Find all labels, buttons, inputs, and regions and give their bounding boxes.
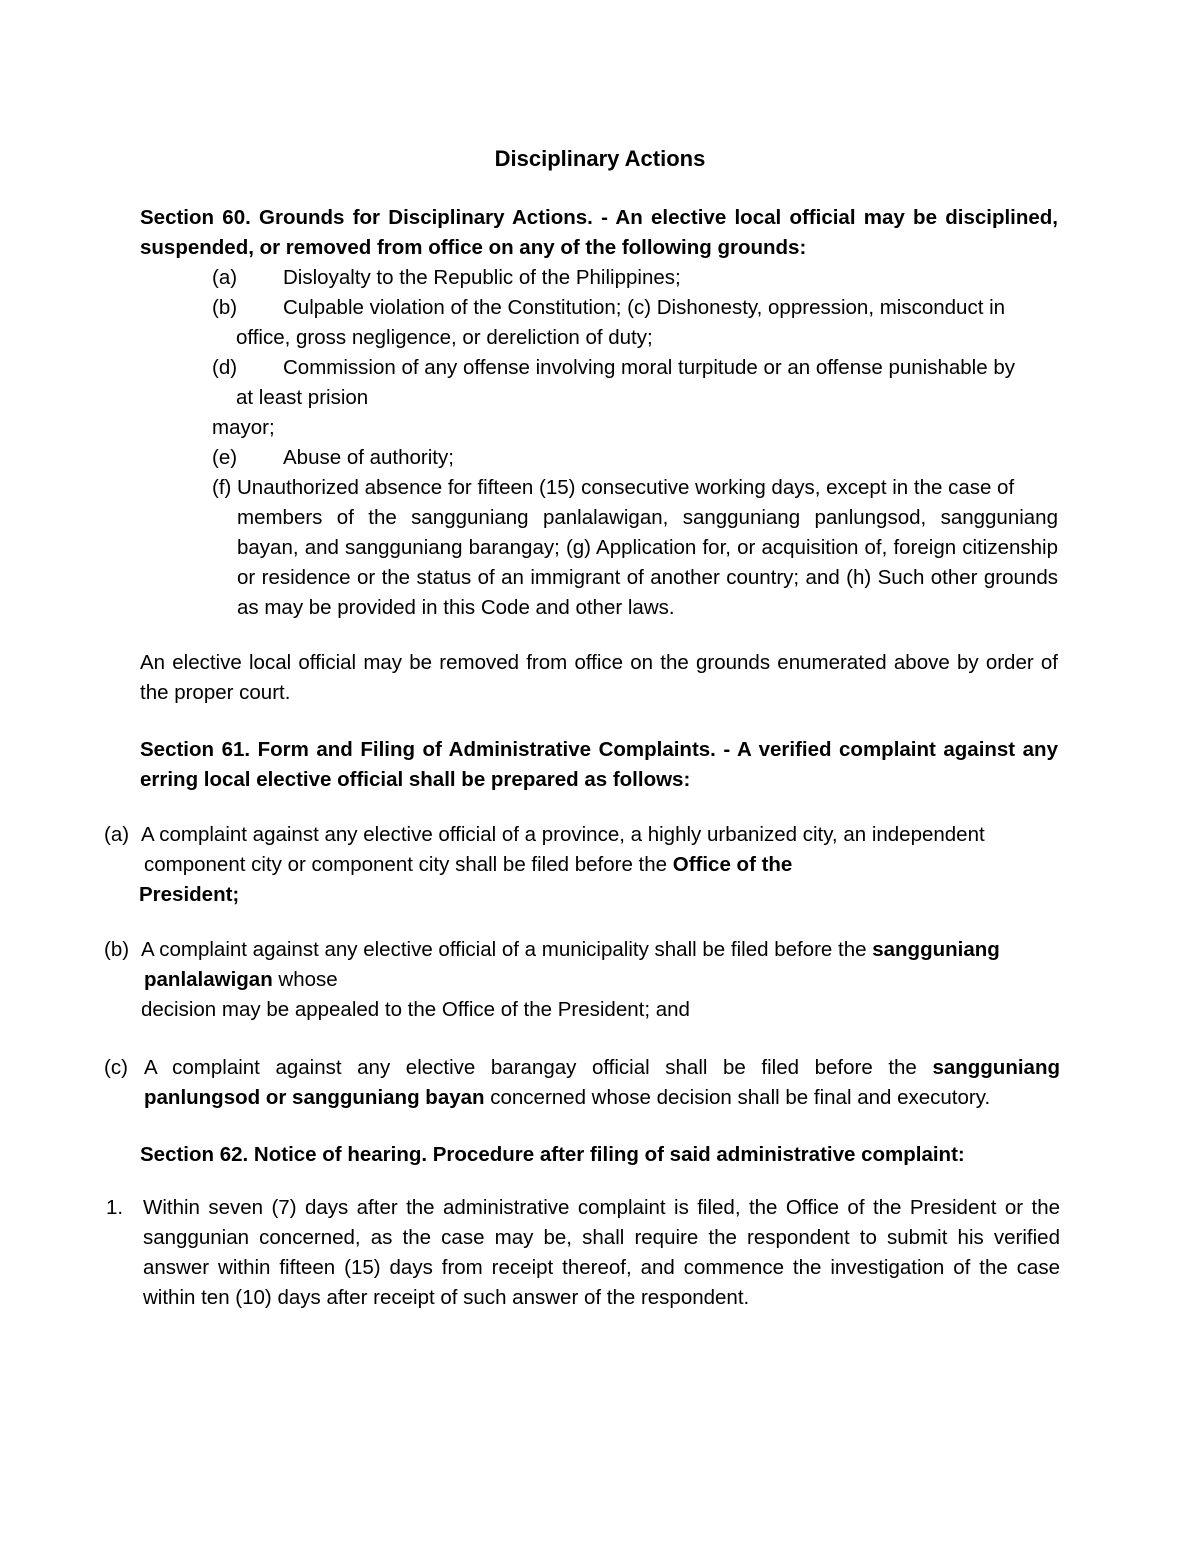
complaint-a-label: (a) [104,823,130,846]
ground-d-text-line-3: mayor; [212,416,275,439]
ground-d-text-line-1: Commission of any offense involving moral turpitude or an offense punishable by [283,356,1015,379]
complaint-c-sangguniang-label: sangguniang [932,1056,1060,1079]
ground-f-text-rest: members of the sangguniang panlalawigan, sangguniang panlungsod, sangguniang bayan, and sangguniang barangay; (g) Application for, or acquisition of, foreign citizenship or residence or the status of an immigrant of another country; and (h) Such other grounds as may be provided in this Code and other laws. [237,506,1058,619]
complaint-a-text-line-2 [144,850,1060,880]
complaint-b-text-line-3: decision may be appealed to the Office of the President; and [141,998,690,1021]
complaint-b-text-part: A complaint against any elective official of a municipality shall be filed before the [141,938,873,961]
ground-b-text-line-1: Culpable violation of the Constitution; (c) Dishonesty, oppression, misconduct in [283,296,1006,319]
section-60-heading-line-1: Section 60. Grounds for Disciplinary Actions. - An elective local official may be disciplined, [140,206,1058,229]
ground-b [212,293,1058,353]
complaint-c-panlungsod-label: panlungsod or sangguniang bayan [144,1086,485,1109]
ground-d-text-line-2: at least prision [236,386,369,409]
ground-f-text-line-1: Unauthorized absence for fifteen (15) consecutive working days, except in the case of [237,476,1015,499]
complaint-a-text-line-1: A complaint against any elective official of a province, a highly urbanized city, an independent [141,823,985,846]
complaint-b-panlalawigan-label: panlalawigan [144,968,273,991]
complaint-b-text-line-1 [141,935,1060,965]
section-61-heading: Section 61. Form and Filing of Administrative Complaints. - A verified complaint against any erring local elective official shall be prepared as follows: [140,738,1058,791]
ground-b-text-line-2: office, gross negligence, or dereliction of duty; [236,326,653,349]
complaint-b-label: (b) [104,938,130,961]
procedure-item-1-label: 1. [106,1196,124,1219]
complaint-c-label: (c) [104,1056,128,1079]
complaint-c-text-part-1: A complaint against any elective barangay official shall be filed before the [144,1056,933,1079]
ground-f-label: (f) [212,476,232,499]
complaint-a-president-label: President; [139,883,240,906]
complaint-c-text-part-2: concerned whose decision shall be final and executory. [484,1086,991,1109]
complaint-a [104,820,1060,910]
procedure-item-1 [106,1193,1060,1313]
procedure-item-1-text: Within seven (7) days after the administrative complaint is filed, the Office of the President or the sanggunian concerned, as the case may be, shall require the respondent to submit his verified answer within fifteen (15) days from receipt thereof, and commence the investigation of the case within ten (10) days after receipt of such answer of the respondent. [143,1196,1060,1309]
ground-d-label: (d) [212,356,238,379]
complaint-a-office-label: Office of the [672,853,793,876]
ground-f [212,473,1058,623]
ground-a-label: (a) [212,266,238,289]
ground-e [212,443,1058,473]
section-60-heading [140,203,1058,263]
ground-d [212,353,1058,443]
section-60-heading-line-2: suspended, or removed from office on any of the following grounds: [140,236,807,259]
page-title: Disciplinary Actions [494,146,706,171]
ground-e-label: (e) [212,446,238,469]
section-62-heading: Section 62. Notice of hearing. Procedure after filing of said administrative complaint: [140,1143,965,1166]
complaint-b [104,935,1060,1025]
ground-b-label: (b) [212,296,238,319]
complaint-c-text [144,1053,1060,1113]
complaint-c [104,1053,1060,1113]
ground-a [212,263,1058,293]
ground-a-text: Disloyalty to the Republic of the Philippines; [283,266,681,289]
complaint-a-text-part: component city or component city shall be filed before the [144,853,673,876]
complaint-b-sangguniang-label: sangguniang [872,938,1000,961]
complaint-b-text-line-2 [144,965,1060,995]
removal-note: An elective local official may be removed from office on the grounds enumerated above by order of the proper court. [140,651,1058,704]
ground-e-text: Abuse of authority; [283,446,454,469]
complaint-b-whose: whose [272,968,338,991]
